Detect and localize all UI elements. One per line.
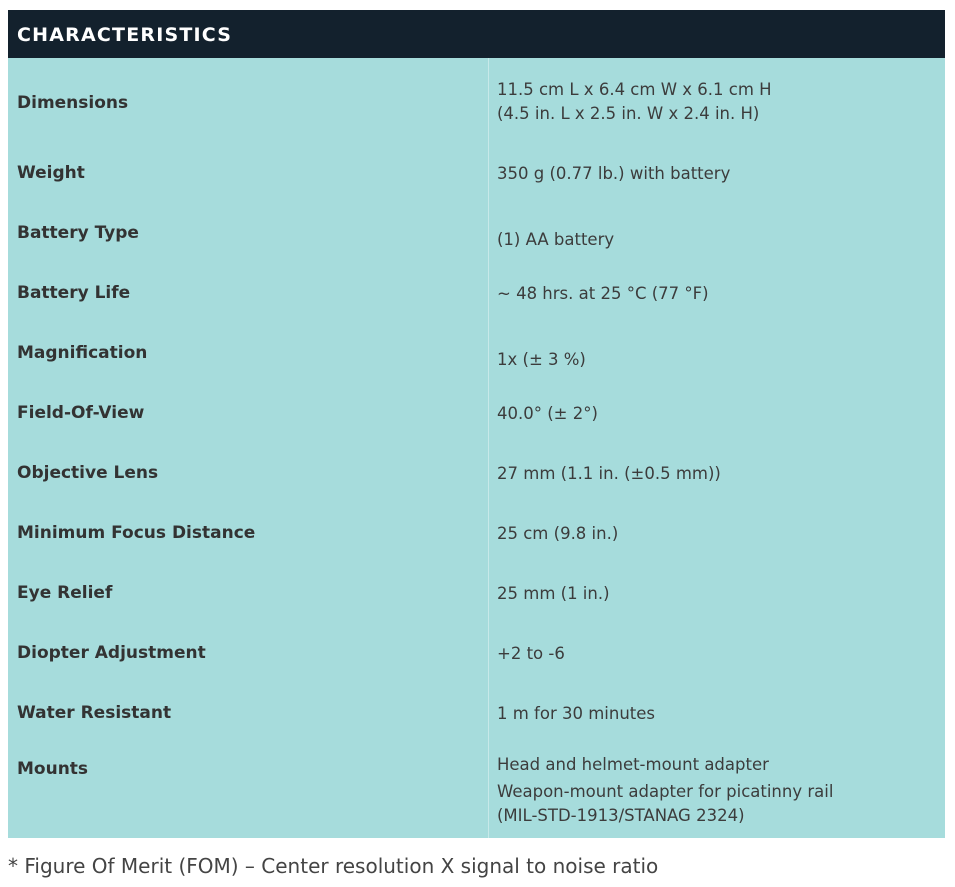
spec-value	[497, 642, 565, 666]
spec-value-line: 25 mm (1 in.)	[497, 584, 610, 603]
spec-label: Dimensions	[17, 93, 129, 113]
spec-value	[497, 462, 721, 486]
spec-label: Eye Relief	[17, 583, 113, 603]
column-divider	[488, 58, 489, 838]
spec-value-line: (4.5 in. L x 2.5 in. W x 2.4 in. H)	[497, 104, 760, 123]
spec-value	[497, 348, 586, 372]
spec-value	[497, 162, 730, 186]
spec-label: Objective Lens	[17, 463, 159, 483]
spec-label: Field-Of-View	[17, 403, 145, 423]
spec-value	[497, 582, 610, 606]
spec-value	[497, 228, 614, 252]
spec-value-line: 40.0° (± 2°)	[497, 404, 598, 423]
spec-value-line: Head and helmet-mount adapter	[497, 755, 769, 774]
spec-value-line: 350 g (0.77 lb.) with battery	[497, 164, 731, 183]
spec-label: Battery Life	[17, 283, 131, 303]
spec-value-line: (MIL-STD-1913/STANAG 2324)	[497, 806, 745, 825]
spec-value-line: 11.5 cm L x 6.4 cm W x 6.1 cm H	[497, 80, 772, 99]
table-header	[8, 10, 945, 58]
spec-label: Minimum Focus Distance	[17, 523, 256, 543]
spec-label: Diopter Adjustment	[17, 643, 206, 663]
spec-value-line: 27 mm (1.1 in. (±0.5 mm))	[497, 464, 721, 483]
table-header-title: CHARACTERISTICS	[17, 24, 233, 46]
spec-value-line: +2 to -6	[497, 644, 565, 663]
spec-value-line: ~ 48 hrs. at 25 °C (77 °F)	[497, 284, 709, 303]
footnote: * Figure Of Merit (FOM) – Center resolution X signal to noise ratio	[8, 854, 659, 878]
spec-value-line: 1 m for 30 minutes	[497, 704, 656, 723]
spec-label: Mounts	[17, 759, 89, 779]
spec-value	[497, 751, 833, 829]
spec-value-line: 1x (± 3 %)	[497, 350, 586, 369]
spec-label: Magnification	[17, 343, 148, 363]
spec-value	[497, 702, 655, 726]
spec-value	[497, 282, 709, 306]
spec-value-line: (1) AA battery	[497, 230, 615, 249]
spec-value	[497, 78, 772, 126]
spec-label: Battery Type	[17, 223, 139, 243]
spec-value	[497, 402, 598, 426]
spec-label: Water Resistant	[17, 703, 172, 723]
spec-value	[497, 522, 618, 546]
spec-value-line: Weapon-mount adapter for picatinny rail	[497, 782, 834, 801]
spec-label: Weight	[17, 163, 85, 183]
characteristics-table	[8, 10, 945, 838]
spec-value-line: 25 cm (9.8 in.)	[497, 524, 619, 543]
